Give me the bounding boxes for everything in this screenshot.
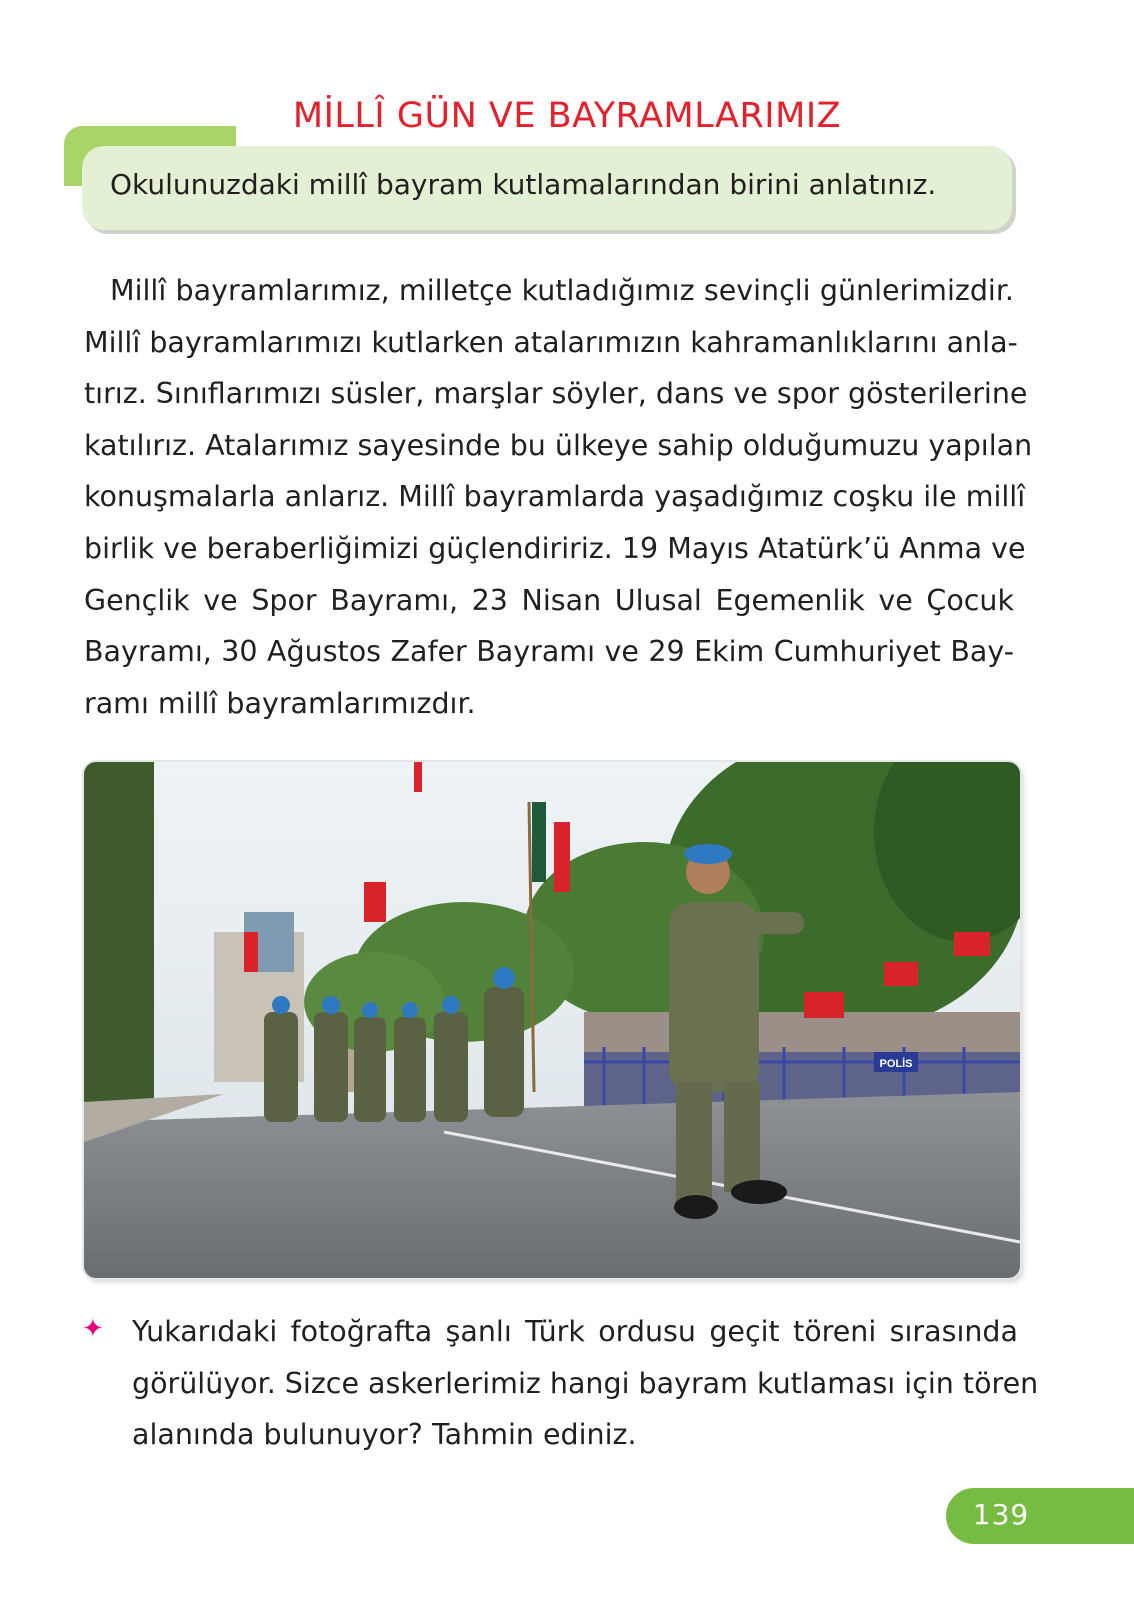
paragraph-line: birlik ve beraberliğimizi güçlendiririz. 19 Mayıs Atatürk’ü Anma ve	[84, 531, 1026, 565]
parade-photo	[84, 762, 1020, 1278]
paragraph-line: konuşmalarla anlarız. Millî bayramlarda yaşadığımız coşku ile millî	[84, 480, 1026, 514]
prompt-box	[82, 146, 1012, 230]
paragraph-line: katılırız. Atalarımız sayesinde bu ülkeye sahip olduğumuzu yapılan	[84, 428, 1033, 462]
paragraph-line: Bayramı, 30 Ağustos Zafer Bayramı ve 29 Ekim Cumhuriyet Bay-	[84, 635, 1014, 669]
question-line: alanında bulunuyor? Tahmin ediniz.	[132, 1418, 637, 1452]
page-number-tab	[946, 1488, 1134, 1544]
paragraph-line: ramı millî bayramlarımızdır.	[84, 686, 476, 720]
paragraph-line: Millî bayramlarımız, milletçe kutladığımız sevinçli günlerimizdir.	[110, 274, 1014, 307]
bullet-icon: ✦	[82, 1314, 104, 1344]
question-line: görülüyor. Sizce askerlerimiz hangi bayram kutlaması için tören	[132, 1366, 1039, 1400]
page-number: 139	[972, 1498, 1030, 1531]
question-line: Yukarıdaki fotoğrafta şanlı Türk ordusu geçit töreni sırasında	[132, 1315, 1018, 1348]
police-sign-text: POLİS	[879, 1058, 913, 1070]
page-title: MİLLÎ GÜN VE BAYRAMLARIMIZ	[292, 96, 842, 136]
prompt-text: Okulunuzdaki millî bayram kutlamalarından birini anlatınız.	[110, 168, 937, 201]
question-paragraph	[132, 1306, 1039, 1461]
paragraph-line: Millî bayramlarımızı kutlarken atalarımızın kahramanlıklarını anla-	[84, 325, 1018, 359]
body-paragraph	[84, 265, 1033, 729]
paragraph-line: tırız. Sınıflarımızı süsler, marşlar söyler, dans ve spor gösterilerine	[84, 377, 1028, 411]
paragraph-line: Gençlik ve Spor Bayramı, 23 Nisan Ulusal Egemenlik ve Çocuk	[84, 583, 1014, 617]
